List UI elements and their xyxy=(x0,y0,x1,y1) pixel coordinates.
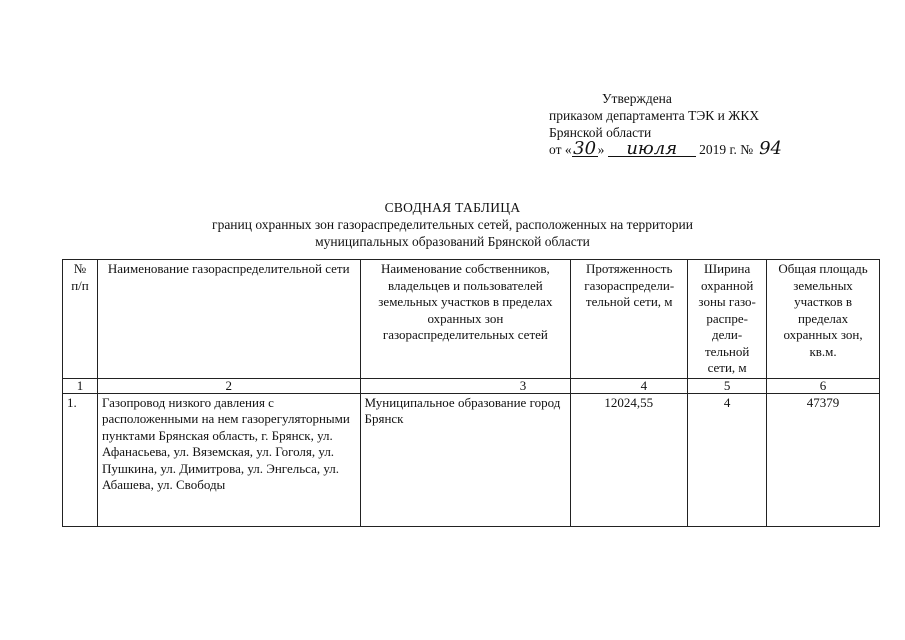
header-owners: Наименование собственников, владельцев и пользователей земельных участков в пределах охранных зон газораспределительных сетей xyxy=(360,260,571,379)
date-mid: » xyxy=(597,142,605,157)
header-width: Ширина охранной зоны газо-распре-дели-тельной сети, м xyxy=(688,260,767,379)
column-number: 5 xyxy=(688,378,767,393)
approval-title: Утверждена xyxy=(602,91,672,106)
table-header-row xyxy=(63,260,880,379)
header-area: Общая площадь земельных участков в пределах охранных зон, кв.м. xyxy=(767,260,880,379)
document-subtitle-2: муниципальных образований Брянской области xyxy=(315,234,590,249)
approval-order-line: приказом департамента ТЭК и ЖКХ xyxy=(549,108,760,123)
date-year: 2019 г. № xyxy=(699,142,754,157)
cell-owners: Муниципальное образование город Брянск xyxy=(360,393,571,526)
column-number: 6 xyxy=(767,378,880,393)
column-number: 1 xyxy=(63,378,98,393)
table-row xyxy=(63,393,880,526)
document-title: СВОДНАЯ ТАБЛИЦА xyxy=(384,200,521,215)
cell-width: 4 xyxy=(688,393,767,526)
header-length: Протяженность газораспредели-тельной сети, м xyxy=(571,260,688,379)
approval-date-line xyxy=(549,138,785,159)
header-number: № п/п xyxy=(63,260,98,379)
approval-region-line: Брянской области xyxy=(549,125,652,140)
date-day: 30 xyxy=(573,138,597,159)
summary-table xyxy=(62,259,880,527)
column-number: 4 xyxy=(571,378,688,393)
cell-network: Газопровод низкого давления с расположенными на нем газорегуляторными пунктами Брянская область, г. Брянск, ул. Афанасьева, ул. Вяземская, ул. Гоголя, ул. Пушкина, ул. Димитрова, ул. Энгельса, ул. Абашева, ул. Свободы xyxy=(97,393,360,526)
column-number: 3 xyxy=(360,378,571,393)
cell-area: 47379 xyxy=(767,393,880,526)
document-subtitle-1: границ охранных зон газораспределительных сетей, расположенных на территории xyxy=(212,217,693,232)
column-number-row xyxy=(63,378,880,393)
order-number: 94 xyxy=(759,138,782,159)
document-heading xyxy=(0,199,905,250)
date-prefix: от « xyxy=(549,142,572,157)
column-number: 2 xyxy=(97,378,360,393)
date-month: июля xyxy=(608,142,696,157)
header-network: Наименование газораспределительной сети xyxy=(97,260,360,379)
cell-number: 1. xyxy=(63,393,98,526)
approval-block xyxy=(549,90,785,158)
cell-length: 12024,55 xyxy=(571,393,688,526)
